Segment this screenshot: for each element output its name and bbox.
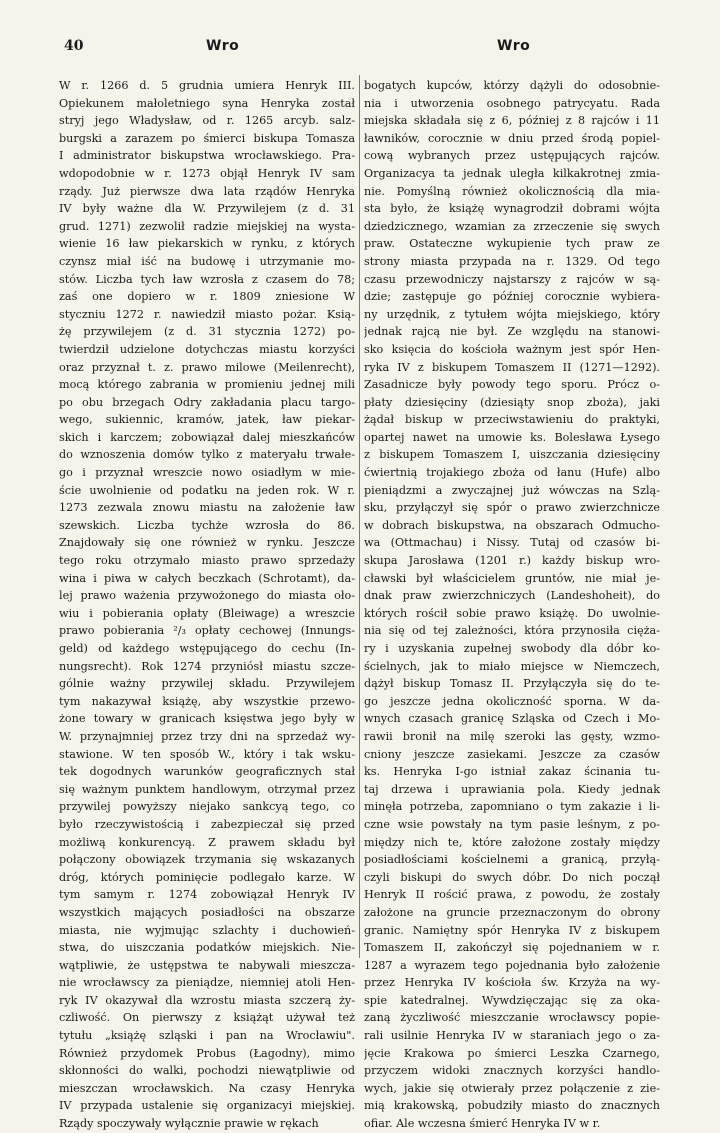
text-line: czyli biskupi do swych dóbr. Do nich począł bbox=[364, 870, 660, 884]
text-line: W r. 1266 d. 5 grudnia umiera Henryk III. bbox=[59, 79, 355, 92]
text-line: ny urzędnik, z tytułem wójta miejskiego, który bbox=[364, 307, 660, 321]
text-line: wdopodobnie w r. 1273 objął Henryk IV sam bbox=[59, 166, 355, 180]
text-line: wiu i pobierania opłaty (Bleiwage) a wreszcie bbox=[59, 606, 355, 620]
text-line: do wznoszenia domów tylko z materyału trwałe- bbox=[59, 448, 355, 462]
text-line: Rządy spoczywały wyłącznie prawie w rękach bbox=[59, 1117, 319, 1131]
text-line: prawo pobierania ²/₃ opłaty cechowej (Innungs- bbox=[59, 624, 355, 638]
text-line: granic. Namiętny spór Henryka IV z biskupem bbox=[364, 923, 660, 937]
text-line: wnych czasach granicę Szląska od Czech i Mo- bbox=[364, 712, 660, 726]
text-line: możliwą konkurencyą. Z prawem składu był bbox=[59, 835, 355, 849]
text-line: czliwość. On pierwszy z książąt używał też bbox=[59, 1011, 355, 1025]
text-line: w dobrach biskupstwa, na obszarach Odmucho- bbox=[364, 518, 660, 532]
text-line: żone towary w granicach księstwa jego były w bbox=[59, 712, 355, 726]
text-line: jednak rajcą nie był. Ze względu na stanowi- bbox=[364, 325, 660, 339]
text-line: tym samym r. 1274 zobowiązał Henryk IV bbox=[59, 888, 355, 902]
column-divider bbox=[359, 75, 360, 958]
text-line: Organizacya ta jednak uległa kilkakrotnej zmia- bbox=[364, 166, 660, 180]
text-line: spie katedralnej. Wywdzięczając się za oka- bbox=[364, 993, 660, 1007]
text-line: ławników, corocznie w dniu przed środą popiel- bbox=[364, 131, 660, 145]
right-text-column bbox=[364, 77, 660, 1133]
right-running-headword: Wro bbox=[497, 38, 531, 54]
text-line: po obu brzegach Odry zakładania placu targo- bbox=[59, 395, 355, 409]
text-line: jęcie Krakowa po śmierci Leszka Czarnego, bbox=[364, 1046, 660, 1060]
text-line: założone na gruncie przeznaczonym do obrony bbox=[364, 905, 660, 919]
text-line: Również przydomek Probus (Łagodny), mimo bbox=[59, 1046, 355, 1060]
text-line: praw. Ostateczne wykupienie tych praw ze bbox=[364, 237, 660, 251]
text-line: sta było, że książę wynagrodził dobrami wójta bbox=[364, 202, 660, 216]
text-line: minęła potrzeba, zapomniano o tym zakazie i li- bbox=[364, 800, 660, 814]
text-line: się ważnym punktem handlowym, otrzymał przez bbox=[59, 782, 355, 796]
text-line: przez Henryka IV kościoła św. Krzyża na wy- bbox=[364, 976, 660, 990]
left-running-headword: Wro bbox=[206, 38, 240, 54]
text-line: dziedzicznego, wzamian za zrzeczenie się swych bbox=[364, 219, 660, 233]
text-line: czne wsie powstały na tym pasie leśnym, z po- bbox=[364, 817, 660, 831]
text-line: mią krakowską, pobudziły miasto do znacznych bbox=[364, 1099, 660, 1113]
text-line: tym nakazywał książę, aby wszystkie przewo- bbox=[59, 694, 355, 708]
text-line: ćwiertnią trojakiego zboża od łanu (Hufe) albo bbox=[364, 466, 660, 480]
text-line: skupa Jarosława (1201 r.) każdy biskup wro- bbox=[364, 554, 660, 568]
text-line: zaną życzliwość mieszczanie wrocławscy popie- bbox=[364, 1011, 660, 1025]
text-line: wszystkich mających posiadłości na obszarze bbox=[59, 905, 355, 919]
text-line: lej prawo ważenia przywożonego do miasta oło- bbox=[59, 589, 355, 603]
text-line: skich i karczem; zobowiązał dalej mieszkańców bbox=[59, 430, 355, 444]
text-line: oraz przyznał t. z. prawo milowe (Meilenrecht), bbox=[59, 360, 355, 374]
text-line: ry i uzyskania zupełnej swobody dla dóbr ko- bbox=[364, 642, 660, 655]
text-line: ście uwolnienie od podatku na jeden rok. W r. bbox=[59, 483, 355, 497]
page-number: 40 bbox=[64, 38, 84, 54]
text-line: było rzeczywistością i zabezpieczał się przed bbox=[59, 817, 355, 831]
text-line: mieszczan wrocławskich. Na czasy Henryka bbox=[59, 1081, 355, 1095]
text-line: przyczem widoki znacznych korzyści handlo- bbox=[364, 1064, 660, 1078]
text-line: czasu przewodniczy najstarszy z rajców w są- bbox=[364, 272, 660, 286]
text-line: cową wybranych przez ustępujących rajców. bbox=[364, 149, 660, 163]
text-line: dnak praw zwierzchniczych (Landeshoheit), do bbox=[364, 589, 660, 603]
text-line: ofiar. Ale wczesna śmierć Henryka IV w r. bbox=[364, 1117, 601, 1131]
text-line: z biskupem Tomaszem I, uiszczania dziesięciny bbox=[364, 448, 660, 462]
text-line: między nich te, które założone zostały między bbox=[364, 835, 660, 849]
left-text-column bbox=[59, 77, 355, 1133]
text-line: zaś one dopiero w r. 1809 zniesione W bbox=[59, 290, 355, 304]
text-line: 1273 zezwala znowu miastu na założenie ław bbox=[59, 501, 355, 515]
text-line: ks. Henryka I-go istniał zakaz ścinania tu- bbox=[364, 765, 660, 779]
text-line: cławski był właścicielem gruntów, nie miał je- bbox=[364, 571, 660, 585]
text-line: Zasadnicze były powody tego sporu. Prócz o- bbox=[364, 378, 660, 392]
text-line: Opiekunem małoletniego syna Henryka został bbox=[59, 96, 355, 110]
text-line: miasta, nie wyjmując szlachty i duchowień- bbox=[59, 923, 355, 937]
text-line: wego, sukiennic, kramów, jatek, ław piekar- bbox=[59, 413, 355, 427]
text-line: rządy. Już pierwsze dwa lata rządów Henryka bbox=[59, 184, 355, 198]
text-line: stryj jego Władysław, od r. 1265 arcyb. salz- bbox=[59, 114, 355, 128]
text-line: sko księcia do kościoła ważnym jest spór Hen- bbox=[364, 342, 660, 356]
text-line: ryk IV okazywał dla wzrostu miasta szczerą ży- bbox=[59, 993, 355, 1007]
text-line: stwa, do uiszczania podatków miejskich. Nie- bbox=[59, 941, 355, 955]
text-line: dążył biskup Tomasz II. Przyłączyła się do te- bbox=[364, 677, 660, 691]
text-line: żądał biskup w przeciwstawieniu do praktyki, bbox=[364, 413, 660, 427]
text-line: go i przyznał wreszcie nowo osiadłym w mie- bbox=[59, 466, 355, 480]
text-line: strony miasta przypada na r. 1329. Od tego bbox=[364, 254, 660, 268]
text-line: ścielnych, jak to miało miejsce w Niemczech, bbox=[364, 659, 660, 673]
text-line: wina i piwa w całych beczkach (Schrotamt), da- bbox=[59, 571, 355, 585]
text-line: W. przynajmniej przez trzy dni na sprzedaż wy- bbox=[59, 729, 355, 743]
text-line: stów. Liczba tych ław wzrosła z czasem do 78; bbox=[59, 272, 355, 286]
text-line: wa (Ottmachau) i Nissy. Tutaj od czasów bi- bbox=[364, 536, 660, 550]
text-line: tego roku otrzymało miasto prawo sprzedaży bbox=[59, 554, 355, 568]
text-line: tytułu „książę szląski i pan na Wrocławiu". bbox=[59, 1029, 355, 1043]
text-line: styczniu 1272 r. nawiedził miasto pożar. Ksią- bbox=[59, 307, 355, 321]
text-line: cniony jeszcze zasiekami. Jeszcze za czasów bbox=[364, 747, 660, 761]
text-line: rali usilnie Henryka IV w staraniach jego o za- bbox=[364, 1029, 660, 1043]
text-line: nie wrocławscy za pieniądze, niemniej atoli Hen- bbox=[59, 976, 355, 990]
text-line: bogatych kupców, którzy dążyli do odosobnie- bbox=[364, 79, 660, 92]
text-line: dróg, których pominięcie podlegało karze. W bbox=[59, 870, 355, 884]
text-line: burgski a zarazem po śmierci biskupa Tomasza bbox=[59, 131, 355, 145]
text-line: przywilej powyższy niejako sankcyą tego, co bbox=[59, 800, 355, 814]
text-line: wienie 16 ław piekarskich w rynku, z których bbox=[59, 237, 355, 251]
text-line: nia się od tej zależności, która przynosiła cięża- bbox=[364, 624, 660, 638]
text-line: nie. Pomyślną również okolicznością dla mia- bbox=[364, 184, 660, 198]
text-line: miejska składała się z 6, później z 8 rajców i 11 bbox=[364, 114, 660, 128]
text-line: twierdził udzielone dotychczas miastu korzyści bbox=[59, 342, 355, 356]
text-line: Tomaszem II, zakończył się pojednaniem w r. bbox=[364, 941, 660, 955]
text-line: szewskich. Liczba tychże wzrosła do 86. bbox=[59, 518, 355, 532]
text-line: nia i utworzenia osobnego patrycyatu. Rada bbox=[364, 96, 660, 110]
text-line: tek dogodnych warunków geograficznych stał bbox=[59, 765, 355, 779]
text-line: opartej nawet na umowie ks. Bolesława Łysego bbox=[364, 430, 660, 444]
text-line: dzie; zastępuje go później corocznie wybiera- bbox=[364, 290, 660, 304]
text-line: Znajdowały się one również w rynku. Jeszcze bbox=[59, 536, 355, 550]
text-line: taj drzewa i uprawiania pola. Kiedy jednak bbox=[364, 782, 660, 796]
text-line: nungsrecht). Rok 1274 przyniósł miastu szcze- bbox=[59, 659, 355, 673]
text-line: sku, przyłączył się spór o prawo zwierzchnicze bbox=[364, 501, 660, 515]
text-line: wych, jakie się otwierały przez połączenie z zie- bbox=[364, 1081, 660, 1095]
text-line: żę przywilejem (z d. 31 stycznia 1272) po- bbox=[59, 325, 355, 339]
text-line: pieniądzmi a zwyczajnej już wówczas na Szlą- bbox=[364, 483, 660, 497]
text-line: IV były ważne dla W. Przywilejem (z d. 31 bbox=[59, 202, 355, 216]
text-line: czynsz miał iść na budowę i utrzymanie mo- bbox=[59, 254, 355, 268]
text-line: wątpliwie, że ustępstwa te nabywali mieszcza- bbox=[59, 958, 355, 972]
text-line: skłonności do walki, pochodzi niewątpliwie od bbox=[59, 1064, 355, 1078]
text-line: grud. 1271) zezwolił radzie miejskiej na wysta- bbox=[59, 219, 355, 233]
text-line: gólnie ważny przywilej składu. Przywilejem bbox=[59, 677, 355, 691]
text-line: mocą którego zabrania w promieniu jednej mili bbox=[59, 378, 355, 392]
text-line: IV przypada ustalenie się organizacyi miejskiej. bbox=[59, 1099, 355, 1113]
text-line: stawione. W ten sposób W., który i tak wsku- bbox=[59, 747, 355, 761]
text-line: I administrator biskupstwa wrocławskiego. Pra- bbox=[59, 149, 355, 163]
text-line: posiadłościami kościelnemi a granicą, przyłą- bbox=[364, 853, 660, 867]
text-line: go jeszcze jedna okoliczność sporna. W da- bbox=[364, 694, 660, 708]
text-line: Henryk II rościć prawa, z powodu, że zostały bbox=[364, 888, 660, 902]
text-line: połączony obowiązek trzymania się wskazanych bbox=[59, 853, 355, 867]
text-line: 1287 a wyrazem tego pojednania było założenie bbox=[364, 958, 660, 972]
text-line: rawii bronił na milę szeroki las gęsty, wzmo- bbox=[364, 729, 660, 743]
text-line: ryka IV z biskupem Tomaszem II (1271—1292). bbox=[364, 360, 660, 374]
page-header bbox=[0, 38, 720, 58]
text-line: których rościł sobie prawo książę. Do uwolnie- bbox=[364, 606, 660, 620]
text-line: płaty dziesięciny (dziesiąty snop zboża), jaki bbox=[364, 395, 660, 409]
text-line: geld) od każdego wstępującego do cechu (In- bbox=[59, 642, 355, 655]
